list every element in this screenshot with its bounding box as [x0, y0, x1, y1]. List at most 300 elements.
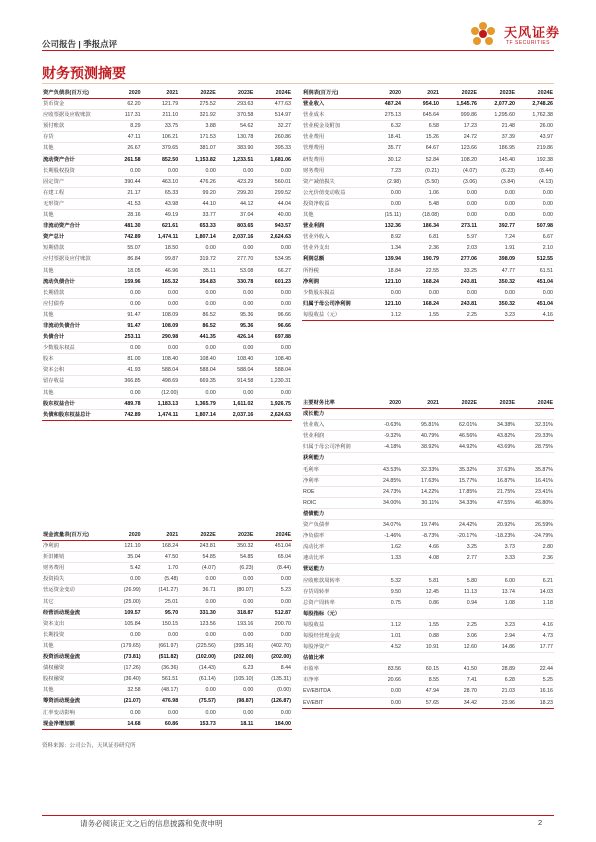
value-cell: 168.24 [402, 298, 440, 309]
table-row [42, 574, 292, 585]
value-cell: 6.81 [402, 232, 440, 243]
value-cell: 0.00 [217, 243, 255, 254]
value-cell: 28.70 [440, 686, 478, 697]
table-row [42, 652, 292, 663]
value-cell: 26.00 [516, 121, 554, 132]
value-cell: 0.00 [217, 574, 255, 585]
table-row [42, 121, 292, 132]
value-cell: 423.29 [217, 176, 255, 187]
value-cell: 165.32 [142, 276, 180, 287]
row-label: 存货周转率 [302, 586, 364, 597]
value-cell: -20.17% [440, 531, 478, 542]
value-cell: 17.77 [516, 642, 554, 653]
value-cell: 57.65 [402, 697, 440, 708]
value-cell: 1,545.76 [440, 99, 478, 110]
table-row [302, 143, 554, 154]
row-label: 市盈率 [302, 664, 364, 675]
value-cell: 0.00 [516, 198, 554, 209]
value-cell: (80.07) [217, 585, 255, 596]
value-cell: 23.96 [478, 697, 516, 708]
row-label: 获利能力 [302, 453, 364, 464]
value-cell: 350.32 [478, 276, 516, 287]
table-row [302, 210, 554, 221]
value-cell: 1,926.75 [254, 398, 292, 409]
value-cell: 33.77 [179, 210, 217, 221]
value-cell: 30.12 [364, 154, 402, 165]
value-cell: 0.00 [478, 187, 516, 198]
value-cell: 1,681.06 [254, 154, 292, 165]
value-cell: 43.98 [142, 198, 180, 209]
row-label: 流动比率 [302, 542, 364, 553]
table-row [302, 553, 554, 564]
value-cell: 350.32 [478, 298, 516, 309]
table-row [42, 354, 292, 365]
value-cell: 7.24 [478, 232, 516, 243]
row-label: 其他 [302, 210, 364, 221]
year-header-cell: 2022E [179, 530, 217, 541]
value-cell: 0.00 [364, 697, 402, 708]
value-cell: 3.25 [440, 542, 478, 553]
value-cell: 109.57 [104, 607, 142, 618]
value-cell: 34.33% [440, 497, 478, 508]
table-row [302, 442, 554, 453]
value-cell: 145.40 [478, 154, 516, 165]
value-cell: 21.48 [478, 121, 516, 132]
value-cell: 43.82% [478, 431, 516, 442]
value-cell: 184.00 [254, 718, 292, 729]
value-cell: (2.98) [364, 176, 402, 187]
value-cell: 17.23 [440, 121, 478, 132]
table-row [302, 243, 554, 254]
value-cell: 514.97 [254, 110, 292, 121]
row-label: 流动负债合计 [42, 276, 104, 287]
value-cell: 1,807.14 [179, 409, 217, 420]
value-cell: 999.86 [440, 110, 478, 121]
value-cell: 14.86 [478, 642, 516, 653]
row-label: 资产负债率 [302, 520, 364, 531]
value-cell: 1,230.31 [254, 376, 292, 387]
row-label: 其它 [42, 596, 104, 607]
row-label: 其他 [42, 309, 104, 320]
row-label: 成长能力 [302, 409, 364, 420]
value-cell: 108.20 [440, 154, 478, 165]
value-cell: 20.92% [478, 520, 516, 531]
year-header-cell: 2023E [217, 530, 255, 541]
value-cell: 0.00 [142, 343, 180, 354]
value-cell: 2,624.63 [254, 232, 292, 243]
value-cell: 6.23 [217, 663, 255, 674]
table-row [42, 674, 292, 685]
row-label: 净利润 [42, 541, 104, 552]
value-cell [364, 508, 402, 519]
row-label: 资本公积 [42, 365, 104, 376]
value-cell: 40.79% [402, 431, 440, 442]
table-row [42, 541, 292, 552]
value-cell: 0.00 [217, 165, 255, 176]
row-label: 毛利率 [302, 464, 364, 475]
value-cell: 18.41 [364, 132, 402, 143]
value-cell: 0.00 [179, 298, 217, 309]
disclaimer-text: 请务必阅读正文之后的信息披露和免责申明 [80, 819, 223, 828]
table-row [42, 398, 292, 409]
value-cell: 5.42 [104, 563, 142, 574]
section-row [302, 564, 554, 575]
row-label: 每股净资产 [302, 642, 364, 653]
table-row [302, 686, 554, 697]
value-cell: -4.18% [364, 442, 402, 453]
value-cell: 5.32 [364, 575, 402, 586]
value-cell: 192.38 [516, 154, 554, 165]
value-cell: 588.04 [254, 365, 292, 376]
value-cell: 914.58 [217, 376, 255, 387]
value-cell: 4.16 [516, 309, 554, 320]
table-row [302, 497, 554, 508]
value-cell: 742.89 [104, 409, 142, 420]
value-cell: 2,037.16 [217, 232, 255, 243]
table-row [302, 542, 554, 553]
table-row [42, 187, 292, 198]
row-label: 营业外收入 [302, 232, 364, 243]
value-cell: 132.36 [364, 221, 402, 232]
value-cell: 1.18 [516, 597, 554, 608]
table-row [42, 409, 292, 420]
row-label: 每股指标（元） [302, 608, 364, 619]
value-cell: 28.75% [516, 442, 554, 453]
value-cell: (26.99) [104, 585, 142, 596]
value-cell: 560.01 [254, 176, 292, 187]
value-cell: 3.23 [478, 309, 516, 320]
table-row [302, 132, 554, 143]
value-cell: 5.23 [254, 585, 292, 596]
table-row [302, 298, 554, 309]
value-cell: 943.57 [254, 221, 292, 232]
value-cell: (395.16) [217, 640, 255, 651]
value-cell: 17.85% [440, 486, 478, 497]
value-cell: 331.30 [179, 607, 217, 618]
value-cell: 0.00 [217, 387, 255, 398]
table-title-cell: 现金流量表(百万元) [42, 530, 104, 541]
value-cell: 2,624.63 [254, 409, 292, 420]
value-cell: 0.00 [478, 210, 516, 221]
value-cell: 3.73 [478, 542, 516, 553]
value-cell: 96.66 [254, 309, 292, 320]
value-cell: 0.00 [254, 298, 292, 309]
table-header-row [302, 88, 554, 99]
table-row [42, 176, 292, 187]
value-cell: 33.75 [142, 121, 180, 132]
value-cell: (3.06) [440, 176, 478, 187]
value-cell [440, 608, 478, 619]
value-cell: 0.00 [142, 287, 180, 298]
value-cell: 43.69% [478, 442, 516, 453]
value-cell: (3.84) [478, 176, 516, 187]
table-row [42, 629, 292, 640]
value-cell: 54.85 [179, 552, 217, 563]
value-cell: 12.45 [402, 586, 440, 597]
value-cell: 8.29 [104, 121, 142, 132]
value-cell: 18.23 [516, 697, 554, 708]
value-cell: 43.53% [364, 464, 402, 475]
value-cell: 44.10 [179, 198, 217, 209]
value-cell [402, 653, 440, 664]
value-cell: 32.27 [254, 121, 292, 132]
value-cell: 0.00 [478, 198, 516, 209]
value-cell: 219.86 [516, 143, 554, 154]
section-row [302, 453, 554, 464]
row-label: 长期借款 [42, 287, 104, 298]
value-cell: (402.70) [254, 640, 292, 651]
row-label: 营运能力 [302, 564, 364, 575]
value-cell: 168.24 [142, 541, 180, 552]
table-row [302, 697, 554, 708]
row-label: 预付账款 [42, 121, 104, 132]
value-cell: 108.40 [217, 354, 255, 365]
value-cell: 243.81 [440, 298, 478, 309]
row-label: 市净率 [302, 675, 364, 686]
table-row [42, 718, 292, 729]
table-row [42, 110, 292, 121]
value-cell: 33.25 [440, 265, 478, 276]
value-cell: 47.77 [478, 265, 516, 276]
table-row [42, 376, 292, 387]
value-cell [364, 608, 402, 619]
value-cell [402, 409, 440, 420]
value-cell: 65.33 [142, 187, 180, 198]
table-row [42, 563, 292, 574]
value-cell: 1.55 [402, 619, 440, 630]
value-cell: 697.88 [254, 332, 292, 343]
value-cell: 117.31 [104, 110, 142, 121]
row-label: 资产总计 [42, 232, 104, 243]
value-cell: (15.11) [364, 210, 402, 221]
table-row [42, 343, 292, 354]
table-row [302, 531, 554, 542]
table-row [302, 176, 554, 187]
value-cell: 62.01% [440, 420, 478, 431]
value-cell: 0.00 [104, 707, 142, 718]
row-label: 汇率变动影响 [42, 707, 104, 718]
value-cell: (25.00) [104, 596, 142, 607]
value-cell: 2.25 [440, 309, 478, 320]
row-label: 流动资产合计 [42, 154, 104, 165]
value-cell [440, 564, 478, 575]
value-cell: 36.71 [179, 585, 217, 596]
value-cell: 186.95 [478, 143, 516, 154]
value-cell: 86.52 [179, 309, 217, 320]
value-cell: 0.00 [254, 629, 292, 640]
table-row [302, 110, 554, 121]
value-cell: 2.80 [516, 542, 554, 553]
value-cell: 1.12 [364, 619, 402, 630]
value-cell: 588.04 [179, 365, 217, 376]
value-cell [402, 608, 440, 619]
value-cell: 35.32% [440, 464, 478, 475]
year-header-cell: 2021 [142, 530, 180, 541]
value-cell: 3.33 [478, 553, 516, 564]
table-row [42, 332, 292, 343]
cash-flow-table [42, 530, 292, 730]
value-cell: 95.81% [402, 420, 440, 431]
row-label: 营业利润 [302, 431, 364, 442]
value-cell: 14.03 [516, 586, 554, 597]
value-cell: 139.94 [364, 254, 402, 265]
value-cell: (225.56) [179, 640, 217, 651]
value-cell [516, 564, 554, 575]
value-cell: 21.03 [478, 686, 516, 697]
value-cell: 4.66 [402, 542, 440, 553]
row-label: 营业成本 [302, 110, 364, 121]
value-cell: 15.26 [402, 132, 440, 143]
value-cell: 35.87% [516, 464, 554, 475]
row-label: 营业税金及附加 [302, 121, 364, 132]
value-cell: 6.28 [478, 675, 516, 686]
value-cell: 17.63% [402, 475, 440, 486]
table-row [42, 221, 292, 232]
value-cell: 81.00 [104, 354, 142, 365]
table-row [302, 431, 554, 442]
value-cell: 47.50 [142, 552, 180, 563]
value-cell: 0.00 [179, 165, 217, 176]
row-label: 估值比率 [302, 653, 364, 664]
value-cell: 381.07 [179, 143, 217, 154]
value-cell: 0.94 [440, 597, 478, 608]
row-label: 财务费用 [302, 165, 364, 176]
value-cell: (105.10) [217, 674, 255, 685]
value-cell: 121.10 [104, 541, 142, 552]
value-cell: 3.23 [478, 619, 516, 630]
value-cell: 150.15 [142, 618, 180, 629]
value-cell: 22.44 [516, 664, 554, 675]
value-cell: 0.00 [179, 287, 217, 298]
value-cell: 21.75% [478, 486, 516, 497]
value-cell: 34.07% [364, 520, 402, 531]
table-row [42, 618, 292, 629]
value-cell: 0.00 [516, 187, 554, 198]
table-row [42, 276, 292, 287]
value-cell: 108.40 [142, 354, 180, 365]
value-cell: -9.32% [364, 431, 402, 442]
value-cell: 16.87% [478, 475, 516, 486]
value-cell: 18.11 [217, 718, 255, 729]
value-cell: 5.80 [440, 575, 478, 586]
value-cell: 2.94 [478, 630, 516, 641]
value-cell: 476.26 [179, 176, 217, 187]
value-cell: (14.43) [179, 663, 217, 674]
value-cell: 350.32 [217, 541, 255, 552]
table-row [302, 675, 554, 686]
row-label: 长期股权投资 [42, 165, 104, 176]
table-row [302, 586, 554, 597]
value-cell: 0.00 [104, 343, 142, 354]
value-cell: 106.21 [142, 132, 180, 143]
table-row [42, 707, 292, 718]
value-cell: (0.00) [254, 685, 292, 696]
value-cell: 653.33 [179, 221, 217, 232]
value-cell: 4.16 [516, 619, 554, 630]
value-cell: 275.13 [364, 110, 402, 121]
value-cell: 293.63 [217, 99, 255, 110]
value-cell: (73.81) [104, 652, 142, 663]
value-cell: 451.04 [516, 276, 554, 287]
value-cell: 16.41% [516, 475, 554, 486]
value-cell [364, 564, 402, 575]
table-row [302, 475, 554, 486]
value-cell [478, 653, 516, 664]
value-cell: 123.56 [179, 618, 217, 629]
value-cell: 55.07 [104, 243, 142, 254]
value-cell: 8.55 [402, 675, 440, 686]
value-cell: 277.06 [440, 254, 478, 265]
table-title-cell: 资产负债表(百万元) [42, 88, 104, 99]
value-cell: 0.00 [364, 287, 402, 298]
value-cell: 0.00 [179, 596, 217, 607]
value-cell: 1,365.79 [179, 398, 217, 409]
value-cell: 99.20 [179, 187, 217, 198]
value-cell: 512.87 [254, 607, 292, 618]
value-cell: 19.74% [402, 520, 440, 531]
value-cell: 34.38% [478, 420, 516, 431]
value-cell: 0.00 [440, 198, 478, 209]
value-cell: 379.65 [142, 143, 180, 154]
value-cell: 6.21 [516, 575, 554, 586]
row-label: 营业收入 [302, 420, 364, 431]
table-title-cell: 主要财务比率 [302, 398, 364, 409]
value-cell: 24.73% [364, 486, 402, 497]
value-cell: 0.00 [254, 387, 292, 398]
table-row [42, 365, 292, 376]
value-cell: 18.05 [104, 265, 142, 276]
row-label: 在建工程 [42, 187, 104, 198]
value-cell: 86.84 [104, 254, 142, 265]
table-row [302, 99, 554, 110]
value-cell: 0.00 [364, 187, 402, 198]
value-cell: 0.00 [364, 198, 402, 209]
table-header-row [302, 398, 554, 409]
value-cell: 0.86 [402, 597, 440, 608]
value-cell: (61.14) [179, 674, 217, 685]
value-cell: 0.00 [217, 707, 255, 718]
year-header-cell: 2021 [402, 88, 440, 99]
value-cell: 354.83 [179, 276, 217, 287]
value-cell: (21.07) [104, 696, 142, 707]
row-label: 其他 [42, 387, 104, 398]
row-label: 利润总额 [302, 254, 364, 265]
value-cell: 11.13 [440, 586, 478, 597]
row-label: 营业利润 [302, 221, 364, 232]
value-cell: 41.93 [104, 365, 142, 376]
value-cell: 1.62 [364, 542, 402, 553]
table-row [302, 154, 554, 165]
value-cell: 130.78 [217, 132, 255, 143]
row-label: 负债和股东权益总计 [42, 409, 104, 420]
value-cell: (36.40) [104, 674, 142, 685]
value-cell: 299.20 [217, 187, 255, 198]
row-label: 每股经营现金流 [302, 630, 364, 641]
value-cell: 52.84 [402, 154, 440, 165]
value-cell: 0.00 [254, 243, 292, 254]
value-cell: 0.00 [104, 574, 142, 585]
row-label: 其他 [42, 210, 104, 221]
row-label: 公允价值变动收益 [302, 187, 364, 198]
value-cell: 21.17 [104, 187, 142, 198]
section-row [302, 508, 554, 519]
value-cell: 601.23 [254, 276, 292, 287]
table-row [42, 143, 292, 154]
value-cell: 91.47 [104, 320, 142, 331]
table-row [42, 685, 292, 696]
row-label: 债权融资 [42, 663, 104, 674]
value-cell: 61.51 [516, 265, 554, 276]
